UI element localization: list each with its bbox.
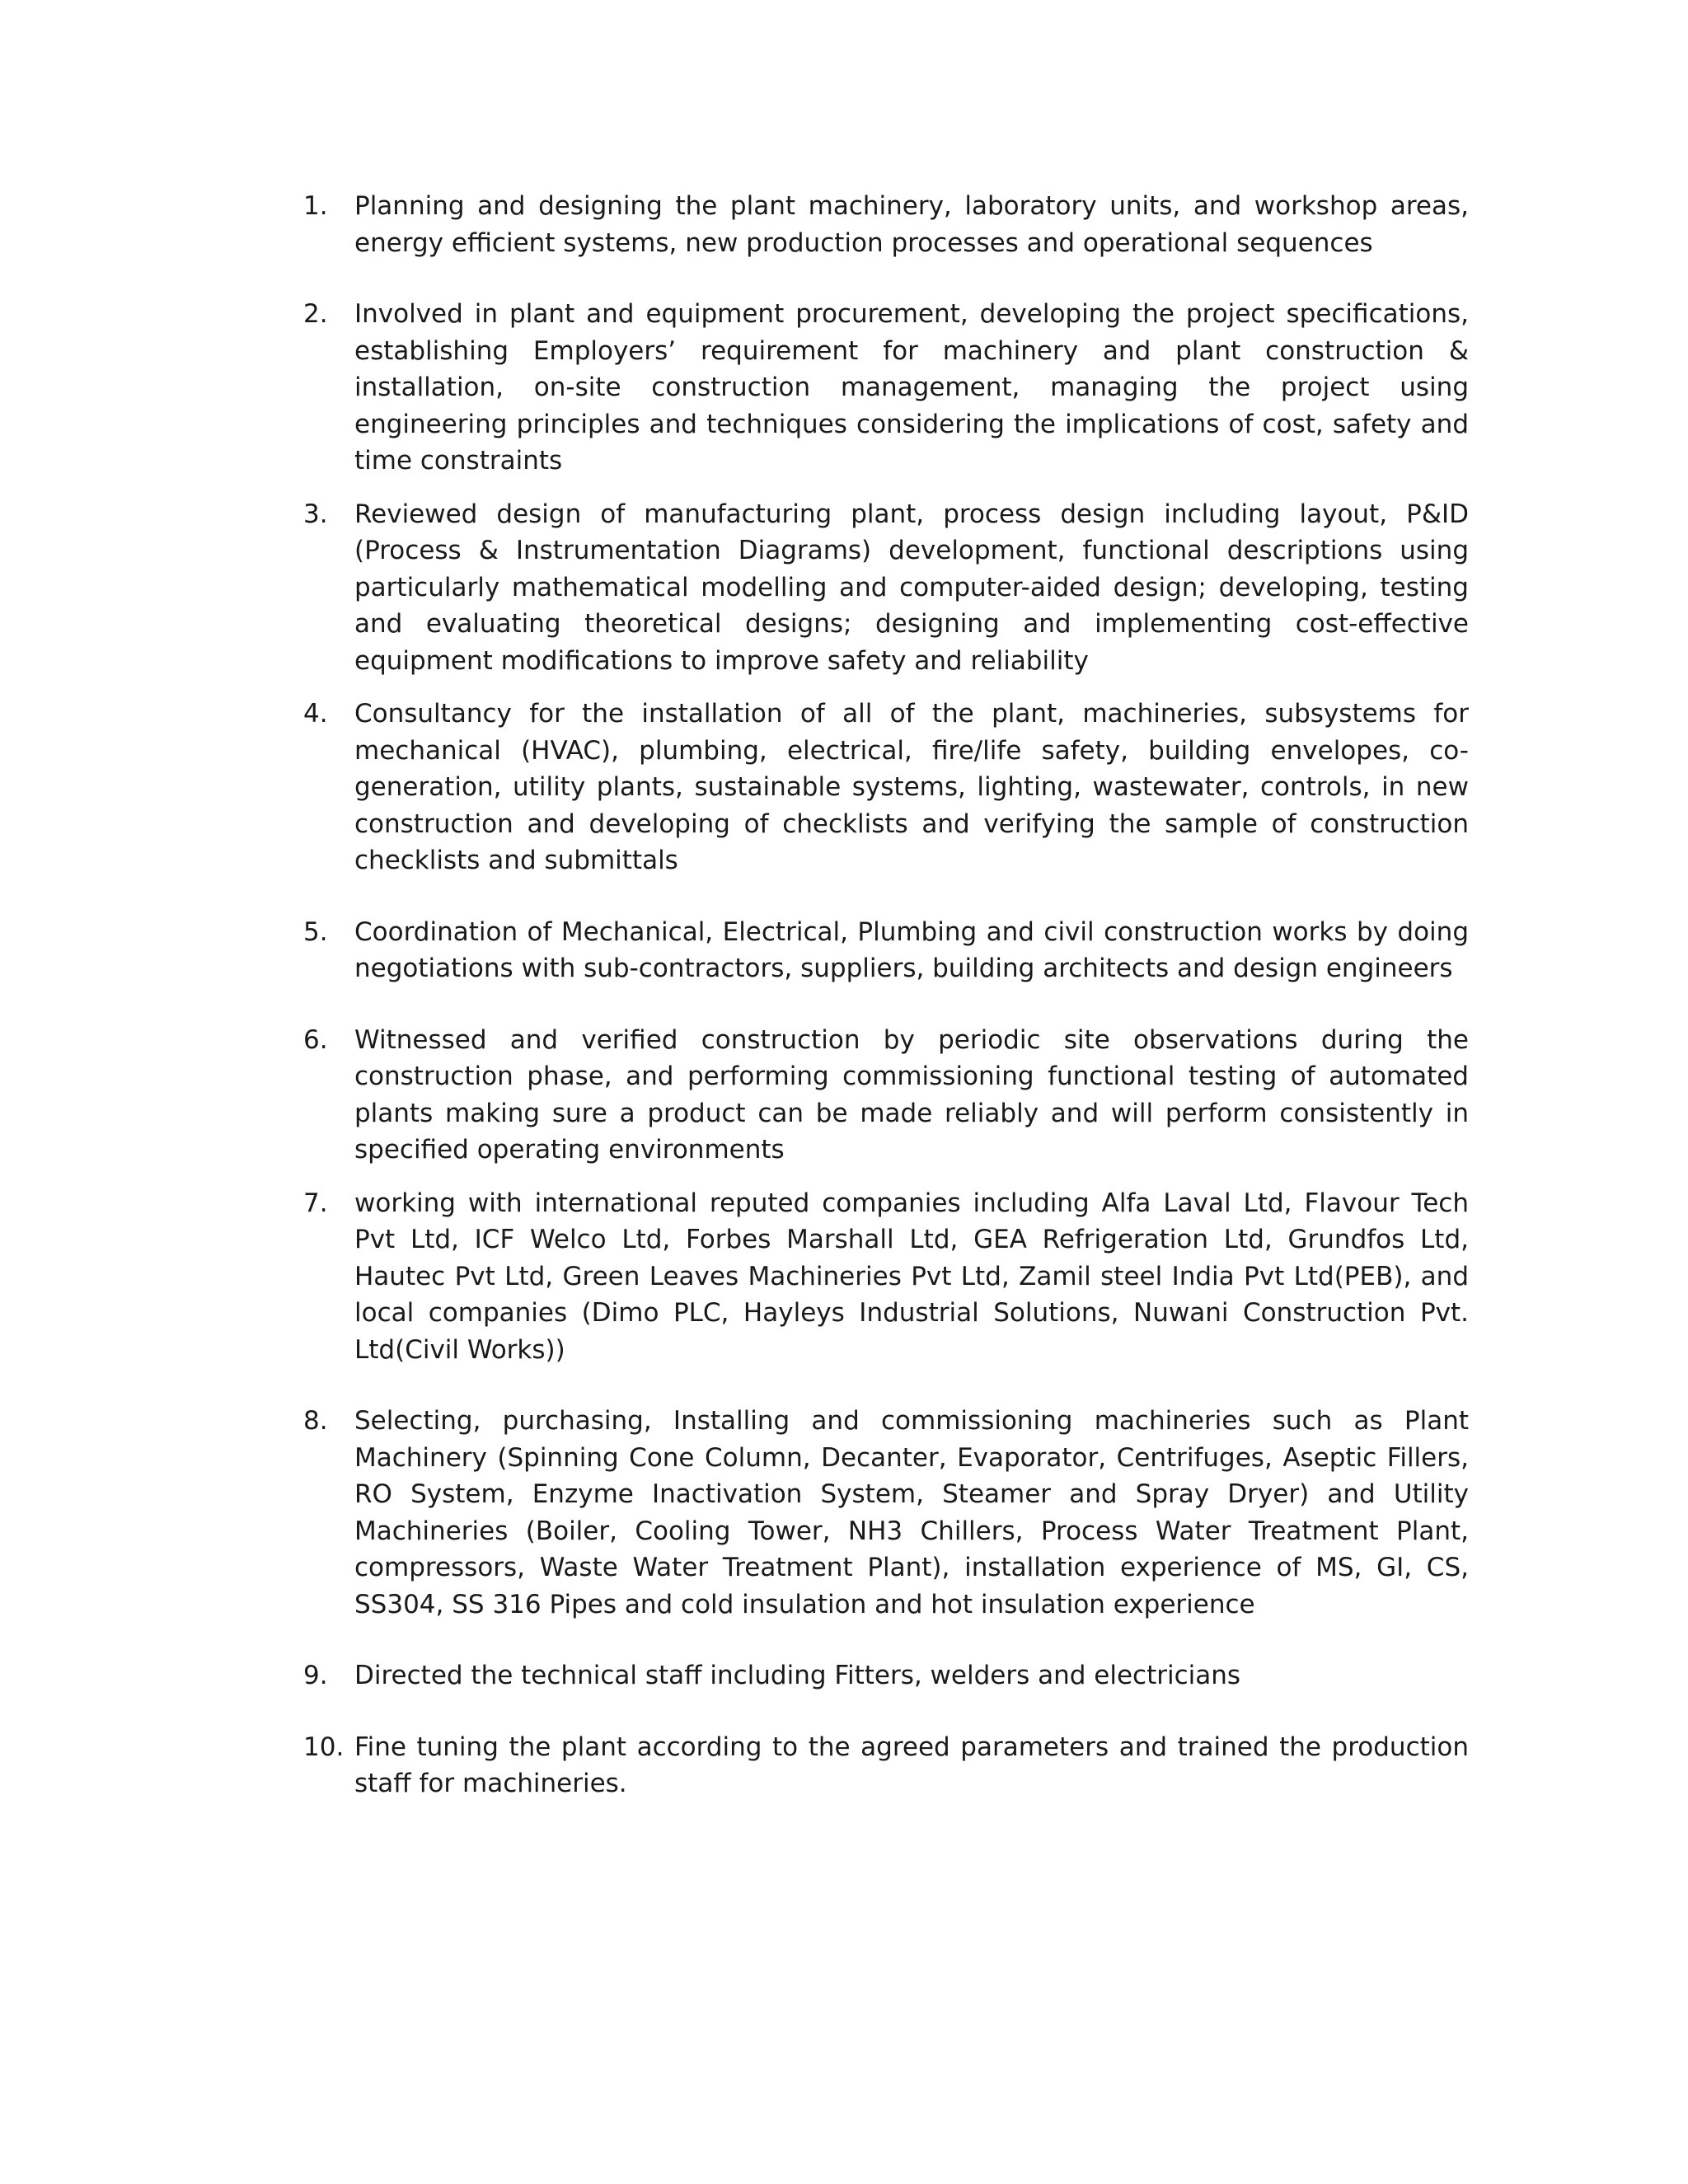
list-item	[303, 296, 1469, 480]
list-item	[303, 1185, 1469, 1369]
list-item-text: Involved in plant and equipment procurement, developing the project specifications, establishing Employers’ requirement for machinery and plant construction & installation, on-site construction management, managing the project using engineering principles and techniques considering the implications of cost, safety and time constraints	[354, 299, 1469, 476]
list-item-text: Reviewed design of manufacturing plant, process design including layout, P&ID (Process & Instrumentation Diagrams) development, functional descriptions using particularly mathematical modelling and computer-aided design; developing, testing and evaluating theoretical designs; designing and implementing cost-effective equipment modifications to improve safety and reliability	[354, 499, 1469, 676]
list-item-text: Directed the technical staff including Fitters, welders and electricians	[354, 1661, 1241, 1690]
list-item	[303, 1657, 1469, 1694]
list-item-text: Selecting, purchasing, Installing and commissioning machineries such as Plant Machinery (Spinning Cone Column, Decanter, Evaporator, Centrifuges, Aseptic Fillers, RO System, Enzyme Inactivation System, Steamer and Spray Dryer) and Utility Machineries (Boiler, Cooling Tower, NH3 Chillers, Process Water Treatment Plant, compressors, Waste Water Treatment Plant), installation experience of MS, GI, CS, SS304, SS 316 Pipes and cold insulation and hot insulation experience	[354, 1406, 1469, 1619]
list-item	[303, 696, 1469, 879]
list-item	[303, 914, 1469, 987]
list-item-number: 10.	[303, 1732, 345, 1762]
list-item-number: 2.	[303, 299, 328, 329]
list-item	[303, 1729, 1469, 1802]
list-item-text: Coordination of Mechanical, Electrical, Plumbing and civil construction works by doing negotiations with sub-contractors, suppliers, building architects and design engineers	[354, 916, 1469, 983]
list-item-text: Witnessed and verified construction by periodic site observations during the construction phase, and performing commissioning functional testing of automated plants making sure a product can be made reliably and will perform consistently in specified operating environments	[354, 1024, 1469, 1165]
duties-list	[303, 188, 1469, 1802]
list-item-number: 7.	[303, 1188, 328, 1218]
list-item-text: Planning and designing the plant machinery, laboratory units, and workshop areas, energy efficient systems, new production processes and operational sequences	[354, 191, 1469, 258]
list-item-text: working with international reputed companies including Alfa Laval Ltd, Flavour Tech Pvt Ltd, ICF Welco Ltd, Forbes Marshall Ltd, GEA Refrigeration Ltd, Grundfos Ltd, Hautec Pvt Ltd, Green Leaves Machineries Pvt Ltd, Zamil steel India Pvt Ltd(PEB), and local companies (Dimo PLC, Hayleys Industrial Solutions, Nuwani Construction Pvt. Ltd(Civil Works))	[354, 1188, 1469, 1365]
list-item-number: 6.	[303, 1024, 328, 1055]
list-item	[303, 1022, 1469, 1169]
list-item-number: 4.	[303, 699, 328, 729]
list-item	[303, 1403, 1469, 1623]
list-item-text: Consultancy for the installation of all of the plant, machineries, subsystems for mechanical (HVAC), plumbing, electrical, fire/life safety, building envelopes, co-generation, utility plants, sustainable systems, lighting, wastewater, controls, in new construction and developing of checklists and verifying the sample of construction checklists and submittals	[354, 699, 1469, 875]
list-item-number: 3.	[303, 499, 328, 529]
list-item-number: 8.	[303, 1406, 328, 1436]
list-item	[303, 496, 1469, 680]
list-item-number: 9.	[303, 1661, 328, 1690]
list-item-number: 1.	[303, 191, 328, 221]
list-item-number: 5.	[303, 916, 328, 947]
list-item	[303, 188, 1469, 261]
list-item-text: Fine tuning the plant according to the agreed parameters and trained the production staff for machineries.	[354, 1732, 1469, 1798]
